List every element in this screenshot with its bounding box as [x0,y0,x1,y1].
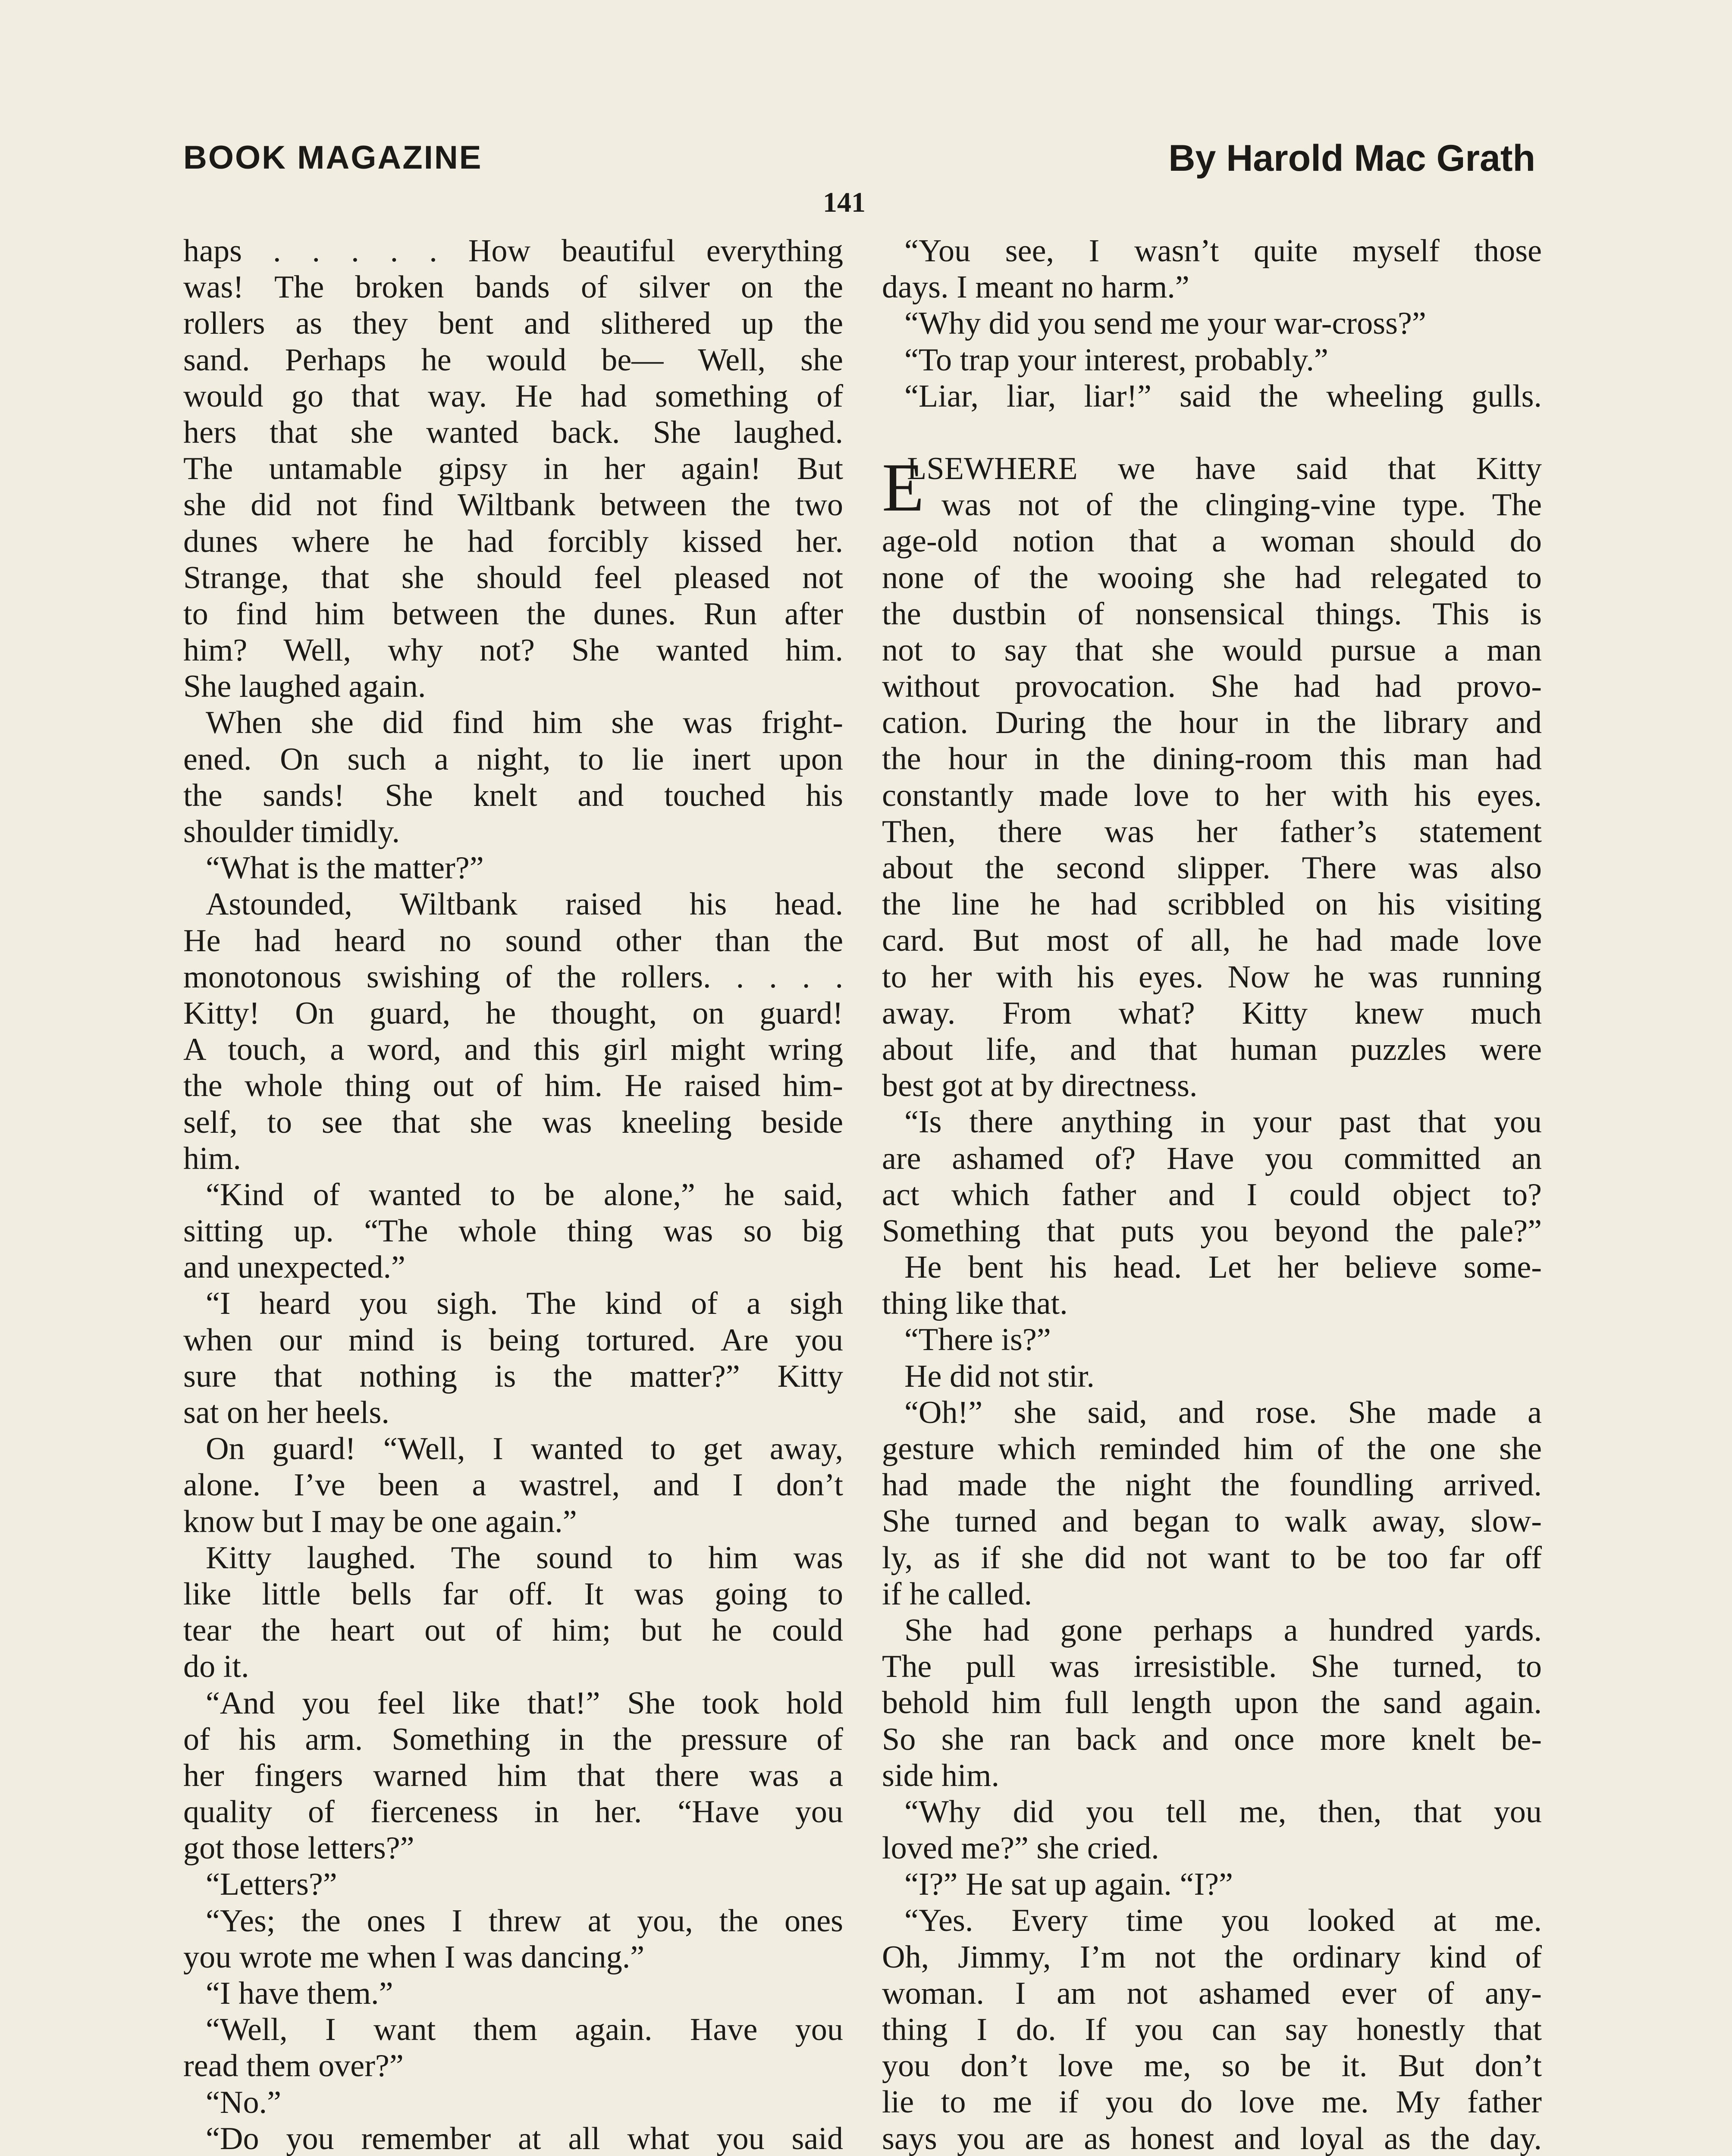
drop-cap: E [882,448,924,526]
text-line: “Yes. Every time you looked at me. [904,1903,1542,1939]
text-line: The untamable gipsy in her again! But [183,451,843,487]
text-line: constantly made love to her with his eyes. [882,777,1542,813]
text-line: know but I may be one again.” [183,1504,577,1539]
text-line: He had heard no sound other than the [183,923,843,959]
text-line: “No.” [205,2084,282,2120]
text-line: “Oh!” she said, and rose. She made a [904,1395,1542,1430]
text-line: would go that way. He had something of [183,378,843,414]
text-line: Strange, that she should feel pleased not [183,560,843,595]
text-line: “What is the matter?” [205,850,484,886]
magazine-title: BOOK MAGAZINE [183,139,483,176]
text-line: dunes where he had forcibly kissed her. [183,523,843,559]
text-line: gesture which reminded him of the one she [882,1431,1542,1467]
text-line: “Is there anything in your past that you [904,1104,1542,1140]
text-line: “Why did you tell me, then, that you [904,1794,1542,1830]
text-line: the hour in the dining-room this man had [882,741,1542,777]
text-line: When she did find him she was fright- [205,705,843,741]
text-line: behold him full length upon the sand again. [882,1685,1542,1721]
text-line: the whole thing out of him. He raised him- [183,1068,843,1104]
section-opening [882,448,1542,526]
text-line: “I?” He sat up again. “I?” [904,1867,1233,1902]
text-line: thing I do. If you can say honestly that [882,2012,1542,2047]
text-line: sat on her heels. [183,1395,389,1430]
text-line: Kitty laughed. The sound to him was [205,1540,843,1576]
text-line: LSEWHERE we have said that Kitty [907,451,1542,486]
text-line: sitting up. “The whole thing was so big [183,1213,843,1249]
page-number: 141 [823,187,866,218]
text-line: him. [183,1141,241,1176]
text-line: says you are as honest and loyal as the day. [882,2121,1542,2156]
text-line: rollers as they bent and slithered up the [183,306,843,342]
text-line: She laughed again. [183,669,426,705]
text-line: side him. [882,1758,1000,1793]
text-line: “Liar, liar, liar!” said the wheeling gulls. [904,378,1542,414]
text-line: ly, as if she did not want to be too far off [882,1540,1542,1576]
text-line: was not of the clinging-vine type. The [941,487,1542,523]
text-line: woman. I am not ashamed ever of any- [882,1975,1542,2011]
text-line: He bent his head. Let her believe some- [904,1250,1542,1285]
text-line: monotonous swishing of the rollers. . . . . [183,959,843,995]
author-byline: By Harold Mac Grath [1168,138,1535,179]
text-line: days. I meant no harm.” [882,270,1189,305]
text-line: ened. On such a night, to lie inert upon [183,741,843,777]
text-line: tear the heart out of him; but he could [183,1613,843,1648]
text-line: best got at by directness. [882,1068,1198,1104]
text-line: “There is?” [904,1322,1051,1358]
text-line: thing like that. [882,1286,1068,1322]
text-line: sand. Perhaps he would be— Well, she [183,342,843,378]
left-text-column [183,233,843,2156]
text-line: got those letters?” [183,1830,414,1866]
text-line: she did not find Wiltbank between the two [183,487,843,523]
section-break [882,414,1542,451]
text-line: Something that puts you beyond the pale?” [882,1213,1542,1249]
text-line: about the second slipper. There was also [882,850,1542,886]
text-line: are ashamed of? Have you committed an [882,1141,1542,1176]
text-line: cation. During the hour in the library and [882,705,1542,741]
text-line: Kitty! On guard, he thought, on guard! [183,995,843,1031]
text-line: On guard! “Well, I wanted to get away, [205,1431,843,1467]
text-line: self, to see that she was kneeling beside [183,1104,843,1140]
text-line: when our mind is being tortured. Are you [183,1322,843,1358]
text-line: “Well, I want them again. Have you [205,2012,843,2048]
right-column-top-block [882,233,1542,414]
text-line: haps . . . . . How beautiful everything [183,233,843,269]
text-line: act which father and I could object to? [882,1177,1542,1213]
text-line: So she ran back and once more knelt be- [882,1721,1542,1757]
text-line: sure that nothing is the matter?” Kitty [183,1358,843,1394]
text-line: “Kind of wanted to be alone,” he said, [205,1177,843,1213]
text-line: the line he had scribbled on his visiting [882,887,1542,922]
right-text-column [882,233,1542,2156]
text-line: alone. I’ve been a wastrel, and I don’t [183,1467,843,1503]
text-line: loved me?” she cried. [882,1830,1159,1866]
text-line: had made the night the foundling arrived. [882,1467,1542,1503]
text-line: none of the wooing she had relegated to [882,560,1542,595]
text-line: not to say that she would pursue a man [882,632,1542,668]
text-line: She had gone perhaps a hundred yards. [904,1612,1542,1648]
text-line: him? Well, why not? She wanted him. [183,633,843,668]
text-line: of his arm. Something in the pressure of [183,1721,843,1757]
text-line: age-old notion that a woman should do [882,523,1542,559]
text-line: the sands! She knelt and touched his [183,777,843,813]
text-line: He did not stir. [904,1358,1095,1394]
text-line: you don’t love me, so be it. But don’t [882,2048,1542,2084]
text-line: “To trap your interest, probably.” [904,342,1328,378]
text-line: “Why did you send me your war-cross?” [904,306,1426,342]
text-line: The pull was irresistible. She turned, to [882,1649,1542,1685]
text-line: shoulder timidly. [183,814,400,849]
text-line: without provocation. She had had provo- [882,669,1542,705]
text-line: like little bells far off. It was going to [183,1576,843,1612]
text-line: away. From what? Kitty knew much [882,995,1542,1031]
text-line: “I have them.” [205,1976,393,2011]
text-line: Oh, Jimmy, I’m not the ordinary kind of [882,1939,1542,1975]
text-line: “And you feel like that!” She took hold [205,1685,843,1721]
text-line: lie to me if you do love me. My father [882,2084,1542,2120]
text-line: if he called. [882,1576,1032,1612]
text-line: Astounded, Wiltbank raised his head. [205,887,843,922]
text-line: “Yes; the ones I threw at you, the ones [205,1903,843,1939]
text-line: about life, and that human puzzles were [882,1031,1542,1067]
text-line: quality of fierceness in her. “Have you [183,1794,843,1830]
text-line: to find him between the dunes. Run after [183,596,843,632]
text-line: her fingers warned him that there was a [183,1758,843,1793]
text-line: card. But most of all, he had made love [882,923,1542,959]
text-line: do it. [183,1649,249,1685]
text-line: A touch, a word, and this girl might wring [183,1032,843,1068]
text-line: was! The broken bands of silver on the [183,270,843,305]
text-line: “Letters?” [205,1867,337,1902]
text-line: and unexpected.” [183,1250,405,1285]
text-line: to her with his eyes. Now he was running [882,959,1542,995]
text-line: hers that she wanted back. She laughed. [183,414,843,450]
text-line: Then, there was her father’s statement [882,814,1542,849]
right-column-body [882,523,1542,2156]
text-line: “Do you remember at all what you said [205,2121,843,2156]
text-line: “You see, I wasn’t quite myself those [904,233,1542,269]
text-line: “I heard you sigh. The kind of a sigh [205,1286,843,1322]
text-line: the dustbin of nonsensical things. This is [882,596,1542,632]
text-line: She turned and began to walk away, slow- [882,1504,1542,1539]
text-line: you wrote me when I was dancing.” [183,1939,645,1975]
text-line: read them over?” [183,2048,404,2084]
